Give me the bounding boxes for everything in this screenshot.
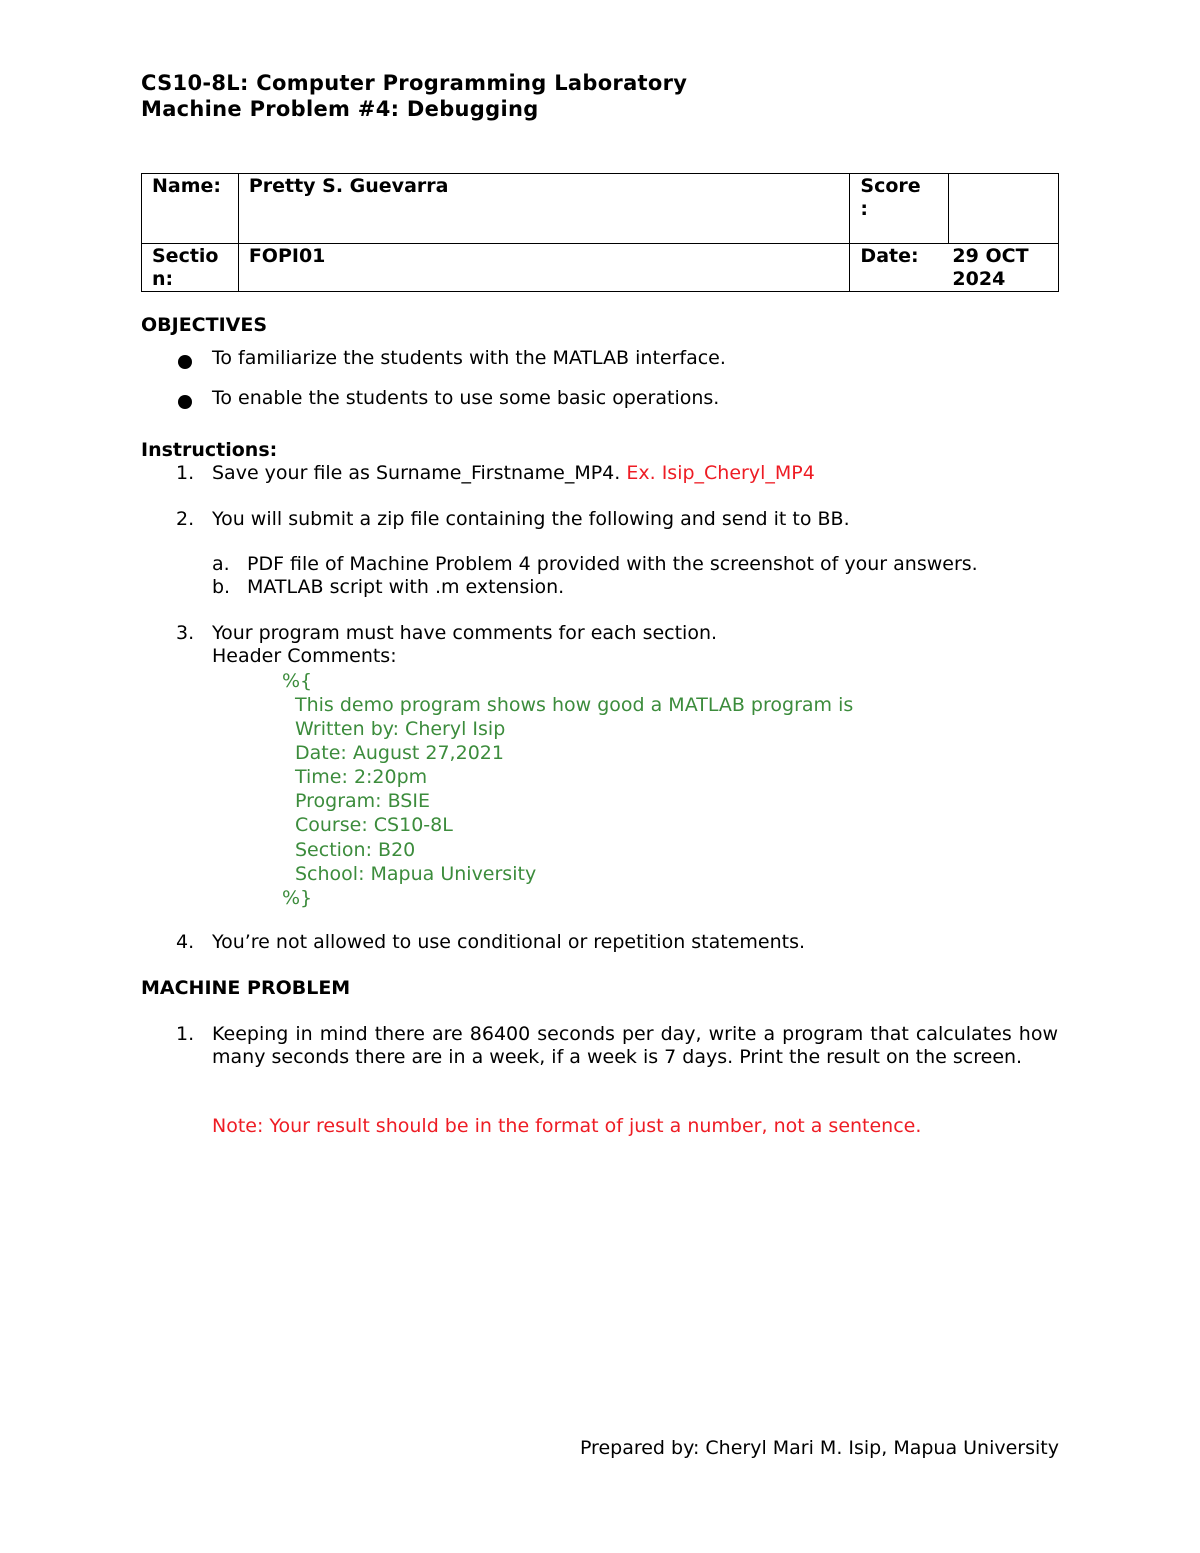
name-label: Name: — [142, 174, 239, 244]
comment-line: Date: August 27,2021 — [295, 742, 504, 764]
date-value — [952, 245, 1028, 291]
instruction-item-3-text: Your program must have comments for each section. — [212, 622, 718, 644]
instruction-item-1-example: Ex. Isip_Cheryl_MP4 — [626, 462, 815, 484]
table-row — [142, 174, 1059, 244]
section-label-line2: n: — [152, 268, 174, 290]
section-label — [142, 244, 239, 292]
machine-problem-item-1-number: 1. — [176, 1023, 195, 1045]
objective-text: To familiarize the students with the MATLAB interface. — [212, 347, 726, 369]
sub-item-b-text: MATLAB script with .m extension. — [247, 576, 565, 598]
comment-line: Course: CS10-8L — [295, 814, 453, 836]
course-title: CS10-8L: Computer Programming Laboratory — [141, 71, 688, 95]
score-label-line2: : — [860, 198, 869, 220]
comment-line: Written by: Cheryl Isip — [295, 718, 506, 740]
instruction-item-2-text: You will submit a zip file containing the following and send it to BB. — [212, 508, 850, 530]
name-value: Pretty S. Guevarra — [238, 174, 850, 244]
machine-problem-heading: MACHINE PROBLEM — [141, 977, 351, 999]
machine-problem-note: Note: Your result should be in the format of just a number, not a sentence. — [212, 1115, 922, 1137]
sub-item-a-letter: a. — [212, 553, 230, 575]
date-label: Date: — [860, 245, 919, 267]
comment-line: Program: BSIE — [295, 790, 430, 812]
comment-line: Time: 2:20pm — [295, 766, 428, 788]
student-info-table — [141, 173, 1059, 292]
comment-line: Section: B20 — [295, 839, 416, 861]
date-cell — [850, 244, 1059, 292]
comment-line: School: Mapua University — [295, 863, 537, 885]
table-row — [142, 244, 1059, 292]
comment-open: %{ — [282, 670, 313, 692]
header-comments-label: Header Comments: — [212, 645, 397, 667]
score-label — [850, 174, 949, 244]
footer-prepared-by: Prepared by: Cheryl Mari M. Isip, Mapua University — [579, 1437, 1059, 1459]
document-header — [141, 70, 687, 122]
instruction-item-3-number: 3. — [176, 622, 195, 644]
bullet-icon — [178, 395, 192, 409]
comment-line: This demo program shows how good a MATLAB program is — [295, 694, 854, 716]
instruction-item-4-number: 4. — [176, 931, 195, 953]
instruction-item-1-number: 1. — [176, 462, 195, 484]
objective-text: To enable the students to use some basic operations. — [212, 387, 720, 409]
section-label-line1: Sectio — [152, 245, 219, 267]
score-value — [949, 174, 1059, 244]
instruction-item-2-number: 2. — [176, 508, 195, 530]
bullet-icon — [178, 355, 192, 369]
date-value-line2: 2024 — [952, 268, 1006, 290]
section-value: FOPI01 — [238, 244, 850, 292]
instructions-heading: Instructions: — [141, 439, 278, 461]
sub-item-a-text: PDF file of Machine Problem 4 provided with the screenshot of your answers. — [247, 553, 978, 575]
sub-item-b-letter: b. — [212, 576, 231, 598]
machine-problem-item-1-text: Keeping in mind there are 86400 seconds per day, write a program that calculates how many seconds there are in a week, if a week is 7 days. Print the result on the screen. — [212, 1023, 1058, 1068]
date-value-line1: 29 OCT — [952, 245, 1029, 267]
objectives-heading: OBJECTIVES — [141, 314, 268, 336]
problem-title: Machine Problem #4: Debugging — [141, 97, 539, 121]
instruction-item-1-text: Save your file as Surname_Firstname_MP4. — [212, 462, 621, 484]
instruction-item-1 — [212, 462, 815, 485]
score-label-line1: Score — [860, 175, 921, 197]
instruction-item-4-text: You’re not allowed to use conditional or repetition statements. — [212, 931, 806, 953]
comment-close: %} — [282, 887, 313, 909]
